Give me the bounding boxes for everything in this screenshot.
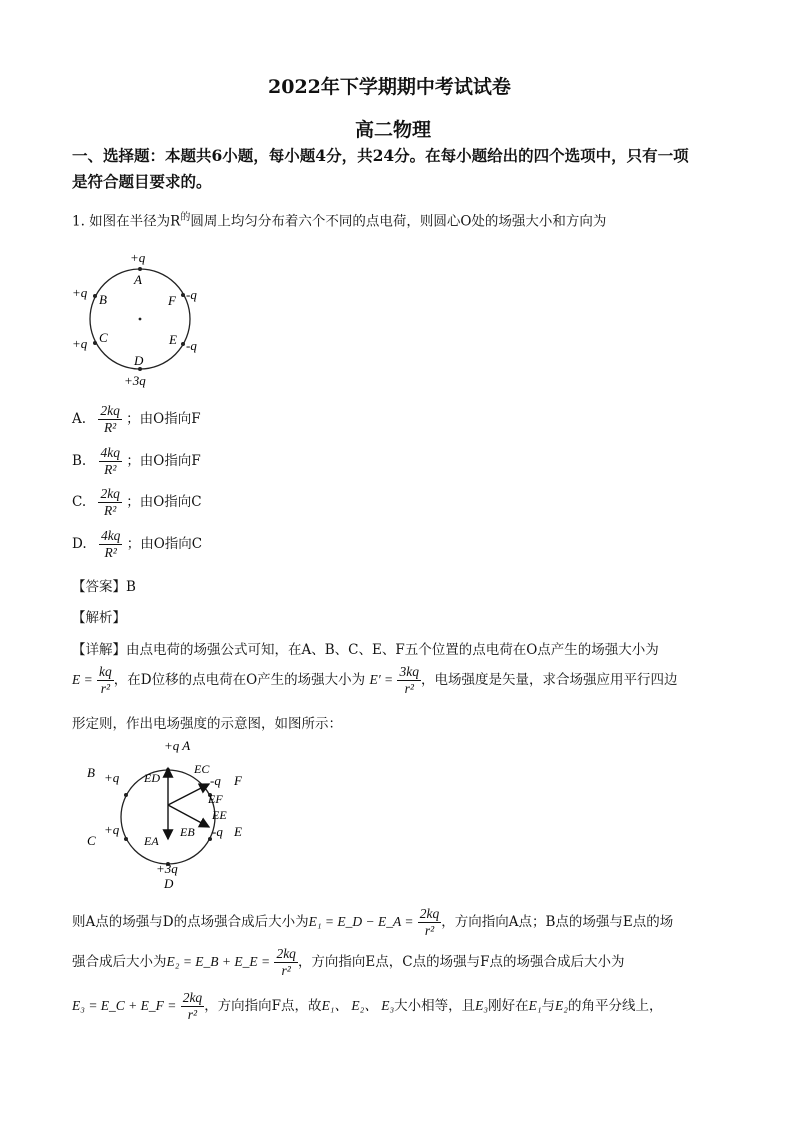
option-c-letter: C. xyxy=(72,494,87,510)
answer-label: 【答案】B xyxy=(72,579,136,595)
fig2-label-c: C xyxy=(87,833,96,848)
result-line-2 xyxy=(72,946,625,979)
point-b-2 xyxy=(124,793,128,797)
result-line-1-part2: ，方向指向A点；B点的场强与E点的场 xyxy=(441,914,674,930)
result-eq-2-den: r² xyxy=(281,963,291,978)
option-d-den: R² xyxy=(104,545,117,560)
result-line-1-part1: 则A点的场强与D的点场强合成后大小为 xyxy=(72,914,309,930)
option-d-fraction xyxy=(99,528,123,561)
option-a-letter: A. xyxy=(72,411,87,427)
fig2-label-e: E xyxy=(234,824,242,839)
result-eq-1-den: r² xyxy=(424,923,435,938)
result-eq-1-fraction xyxy=(418,906,442,939)
fig2-label-ef: EF xyxy=(208,792,223,806)
option-d-text: ；由O指向C xyxy=(126,536,203,552)
option-a-num: 2kq xyxy=(100,403,120,418)
eq-ep-fraction xyxy=(397,664,421,697)
result-e-list: E₁、 E₂、 E₃ xyxy=(321,998,395,1013)
option-b-den: R² xyxy=(104,462,117,477)
point-a xyxy=(138,267,142,271)
label-a: A xyxy=(134,272,142,287)
option-a[interactable] xyxy=(72,403,201,436)
fig2-label-ee: EE xyxy=(212,808,227,822)
option-b-num: 4kq xyxy=(100,445,121,460)
point-b xyxy=(93,294,97,298)
eq-ep-num: 3kq xyxy=(399,664,419,679)
option-c-den: R² xyxy=(104,503,117,518)
fig2-label-top: +q A xyxy=(164,738,191,753)
question-stem-part1: 1. 如图在半径为R xyxy=(72,213,181,230)
result-line-3-part1: ，方向指向F点，故 xyxy=(204,998,322,1014)
label-b: B xyxy=(99,292,107,307)
result-eq-3-den: r² xyxy=(187,1007,198,1022)
label-f: F xyxy=(168,293,176,308)
detail-line-3: 形定则，作出电场强度的示意图，如图所示： xyxy=(72,716,342,732)
result-e3: E₃ xyxy=(475,998,489,1013)
result-eq-2: E₂ = E_B + E_E = xyxy=(166,954,271,969)
fig2-label-bq: +q xyxy=(104,770,120,785)
vector-eb-arrow xyxy=(168,805,209,827)
fig2-label-b: B xyxy=(87,765,95,780)
option-d-letter: D. xyxy=(72,536,87,552)
fig2-label-ed: ED xyxy=(144,771,160,785)
label-top-charge: +q xyxy=(130,250,146,265)
result-eq-3-fraction xyxy=(181,990,205,1023)
fig2-label-eq: -q xyxy=(212,824,223,839)
result-eq-3: E₃ = E_C + E_F = xyxy=(72,998,177,1013)
detail-line-2 xyxy=(72,664,677,697)
label-e: E xyxy=(169,332,177,347)
result-line-3-part4: 与 xyxy=(541,998,556,1014)
fig2-label-eb: EB xyxy=(180,825,195,839)
fig2-label-f: F xyxy=(234,773,242,788)
point-c-2 xyxy=(124,837,128,841)
label-b-charge: +q xyxy=(72,285,88,300)
analysis-label: 【解析】 xyxy=(72,610,126,626)
eq-e-den: r² xyxy=(100,681,111,696)
result-line-3-part2: 大小相等，且 xyxy=(394,998,476,1014)
result-e1: E₁ xyxy=(528,998,542,1013)
field-vector-figure xyxy=(84,735,264,895)
option-b-fraction xyxy=(99,445,123,478)
fig2-label-bottomq: +3q xyxy=(156,861,178,876)
eq-e-lhs: E = xyxy=(72,672,93,687)
fig2-label-ec: EC xyxy=(194,762,210,776)
page-title: 2022年下学期期中考试试卷 xyxy=(268,76,511,98)
point-e xyxy=(181,342,185,346)
eq-ep-lhs: E′ = xyxy=(369,672,394,687)
result-eq-3-num: 2kq xyxy=(182,990,203,1005)
section-heading-line2: 是符合题目要求的。 xyxy=(72,172,212,191)
result-line-2-part2: ，方向指向E点，C点的场强与F点的场强合成后大小为 xyxy=(297,954,625,970)
vector-ec-arrow xyxy=(168,784,209,805)
eq-e-num: kq xyxy=(99,664,112,679)
detail-line-1: 【详解】由点电荷的场强公式可知，在A、B、C、E、F五个位置的点电荷在O点产生的场强大小为 xyxy=(72,642,659,658)
label-bottom-charge: +3q xyxy=(124,373,146,388)
label-d: D xyxy=(134,353,144,368)
fig2-label-cq: +q xyxy=(104,822,120,837)
option-a-den: R² xyxy=(103,420,117,435)
option-b-letter: B. xyxy=(72,453,87,469)
point-c xyxy=(93,341,97,345)
fig2-label-ea: EA xyxy=(144,834,159,848)
point-f xyxy=(181,293,185,297)
result-line-1 xyxy=(72,906,673,939)
result-eq-2-num: 2kq xyxy=(276,946,296,961)
option-b[interactable] xyxy=(72,445,201,478)
fig2-label-d: D xyxy=(164,876,174,891)
question-stem-sup: 的 xyxy=(180,212,191,223)
eq-ep-den: r² xyxy=(404,681,414,696)
option-a-fraction xyxy=(98,403,122,436)
detail-line-2-part1: ，在D位移的点电荷在O产生的场强大小为 xyxy=(113,672,366,688)
option-a-text: ；由O指向F xyxy=(126,411,201,427)
result-e2: E₂ xyxy=(555,998,568,1013)
result-line-3 xyxy=(72,990,663,1023)
label-c: C xyxy=(99,330,108,345)
result-eq-1: E₁ = E_D − E_A = xyxy=(308,914,414,929)
result-line-2-part1: 强合成后大小为 xyxy=(72,954,167,970)
option-c[interactable] xyxy=(72,486,202,519)
label-f-charge: -q xyxy=(186,287,197,302)
center-point xyxy=(139,318,142,321)
result-eq-2-fraction xyxy=(274,946,298,979)
question-stem xyxy=(72,208,606,230)
fig2-label-fq: -q xyxy=(210,773,221,788)
section-heading-line1: 一、选择题：本题共6小题，每小题4分，共24分。在每小题给出的四个选项中，只有一项 xyxy=(72,146,689,165)
result-eq-1-num: 2kq xyxy=(419,906,440,921)
section-heading xyxy=(72,143,689,195)
option-d-num: 4kq xyxy=(100,528,121,543)
option-c-fraction xyxy=(98,486,122,519)
page-subtitle: 高二物理 xyxy=(355,119,432,141)
option-c-num: 2kq xyxy=(100,486,120,501)
label-e-charge: -q xyxy=(186,338,197,353)
question-stem-part2: 圆周上均匀分布着六个不同的点电荷，则圆心O处的场强大小和方向为 xyxy=(190,213,607,230)
label-c-charge: +q xyxy=(72,336,88,351)
detail-line-2-part2: ，电场强度是矢量，求合场强应用平行四边 xyxy=(420,672,678,688)
option-c-text: ；由O指向C xyxy=(126,494,202,510)
option-d[interactable] xyxy=(72,528,202,561)
result-line-3-part3: 刚好在 xyxy=(488,998,529,1014)
charge-ring-figure xyxy=(66,248,226,390)
option-b-text: ；由O指向F xyxy=(126,453,201,469)
eq-e-fraction xyxy=(97,664,114,697)
result-line-3-part5: 的角平分线上， xyxy=(568,998,663,1014)
